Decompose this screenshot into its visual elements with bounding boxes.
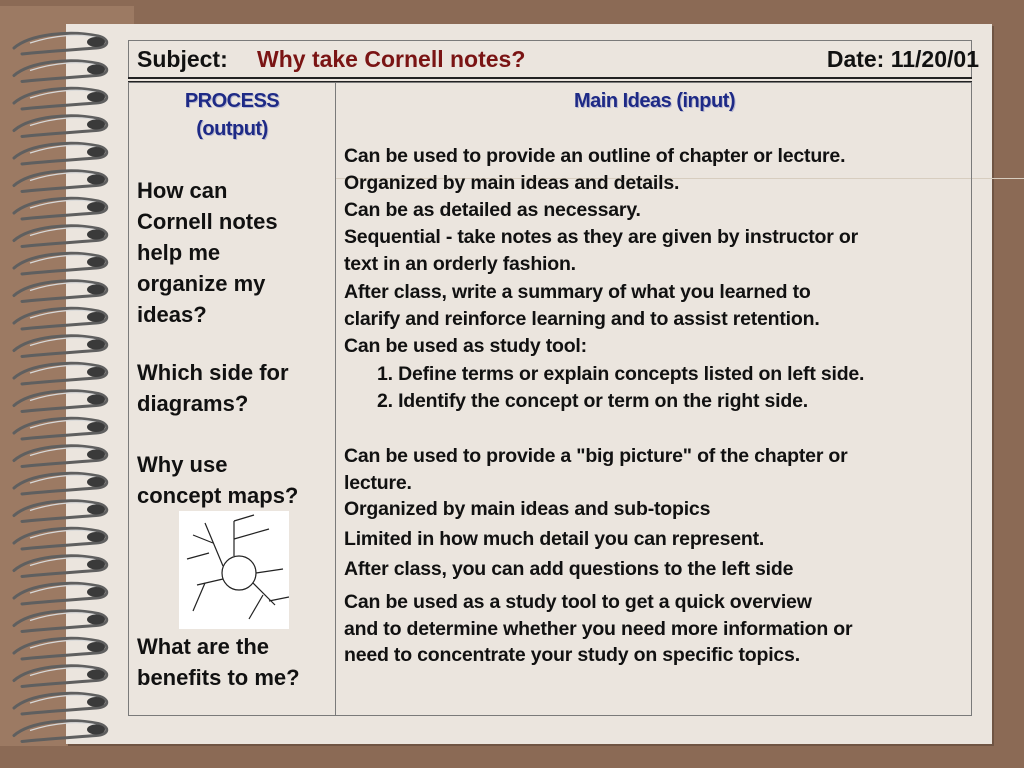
binding-hole (87, 450, 105, 460)
note-line: Organized by main ideas and details. (344, 172, 680, 194)
binding-hole (87, 65, 105, 75)
note-line: Limited in how much detail you can represent. (344, 528, 765, 550)
binding-hole (87, 505, 105, 515)
binding-hole (87, 92, 105, 102)
binding-hole (87, 147, 105, 157)
binding-hole (87, 202, 105, 212)
binding-hole (87, 615, 105, 625)
binding-hole (87, 587, 105, 597)
binding-hole (87, 477, 105, 487)
binding-hole (87, 697, 105, 707)
binding-hole (87, 312, 105, 322)
cue-column-heading (129, 87, 335, 143)
cue-line: Cornell notes (137, 209, 278, 234)
binding-hole (87, 725, 105, 735)
cue-line: Which side for (137, 360, 289, 385)
cue-line: concept maps? (137, 483, 299, 508)
binding-hole (87, 422, 105, 432)
binding-hole (87, 175, 105, 185)
binding-hole (87, 367, 105, 377)
cue-line: How can (137, 178, 228, 203)
note-line: text in an orderly fashion. (344, 253, 576, 275)
note-line: Sequential - take notes as they are given by instructor or (344, 226, 858, 248)
binding-hole (87, 257, 105, 267)
cue-question-concept-maps (137, 449, 337, 511)
cue-question-diagrams (137, 357, 337, 419)
binding-hole (87, 642, 105, 652)
subject-value: Why take Cornell notes? (257, 46, 526, 72)
note-line: 2. Identify the concept or term on the right side. (377, 390, 808, 412)
concept-map-drawing (179, 511, 289, 629)
binding-hole (87, 532, 105, 542)
note-line: Can be used as study tool: (344, 335, 587, 357)
note-line: Can be used to provide an outline of chapter or lecture. (344, 145, 846, 167)
note-line: Can be used as a study tool to get a quick overview (344, 591, 812, 613)
date-label: Date: 11/20/01 (826, 46, 979, 72)
note-line: clarify and reinforce learning and to assist retention. (344, 308, 820, 330)
binding-hole (87, 285, 105, 295)
binding-hole (87, 120, 105, 130)
cue-line: benefits to me? (137, 665, 300, 690)
note-line: Organized by main ideas and sub-topics (344, 498, 711, 520)
cue-question-organize (137, 175, 337, 330)
cue-line: Why use (137, 452, 228, 477)
note-line: After class, you can add questions to the left side (344, 558, 794, 580)
note-line: need to concentrate your study on specific topics. (344, 644, 800, 666)
subject-label: Subject: (137, 46, 228, 72)
binding-hole (87, 230, 105, 240)
notes-column-heading: Main Ideas (input) (574, 90, 735, 112)
cue-line: diagrams? (137, 391, 249, 416)
binding-hole (87, 340, 105, 350)
note-line: Can be as detailed as necessary. (344, 199, 641, 221)
cue-heading-line1: PROCESS (184, 90, 280, 112)
binding-hole (87, 670, 105, 680)
note-line: and to determine whether you need more information or (344, 618, 853, 640)
cue-line: help me (137, 240, 221, 265)
binding-hole (87, 37, 105, 47)
cue-heading-line2: (output) (196, 118, 268, 140)
note-line: 1. Define terms or explain concepts listed on left side. (377, 363, 865, 385)
cue-line: ideas? (137, 302, 207, 327)
notes-header (128, 40, 979, 78)
binding-hole (87, 395, 105, 405)
spiral-binding-icon (0, 0, 120, 768)
concept-map-icon (179, 511, 289, 629)
cue-question-benefits (137, 631, 337, 693)
cornell-notes-table (128, 82, 972, 716)
binding-hole (87, 560, 105, 570)
note-line: After class, write a summary of what you learned to (344, 281, 811, 303)
note-line: lecture. (344, 472, 412, 494)
cue-line: organize my (137, 271, 266, 296)
cue-line: What are the (137, 634, 270, 659)
note-line: Can be used to provide a "big picture" of the chapter or (344, 445, 848, 467)
